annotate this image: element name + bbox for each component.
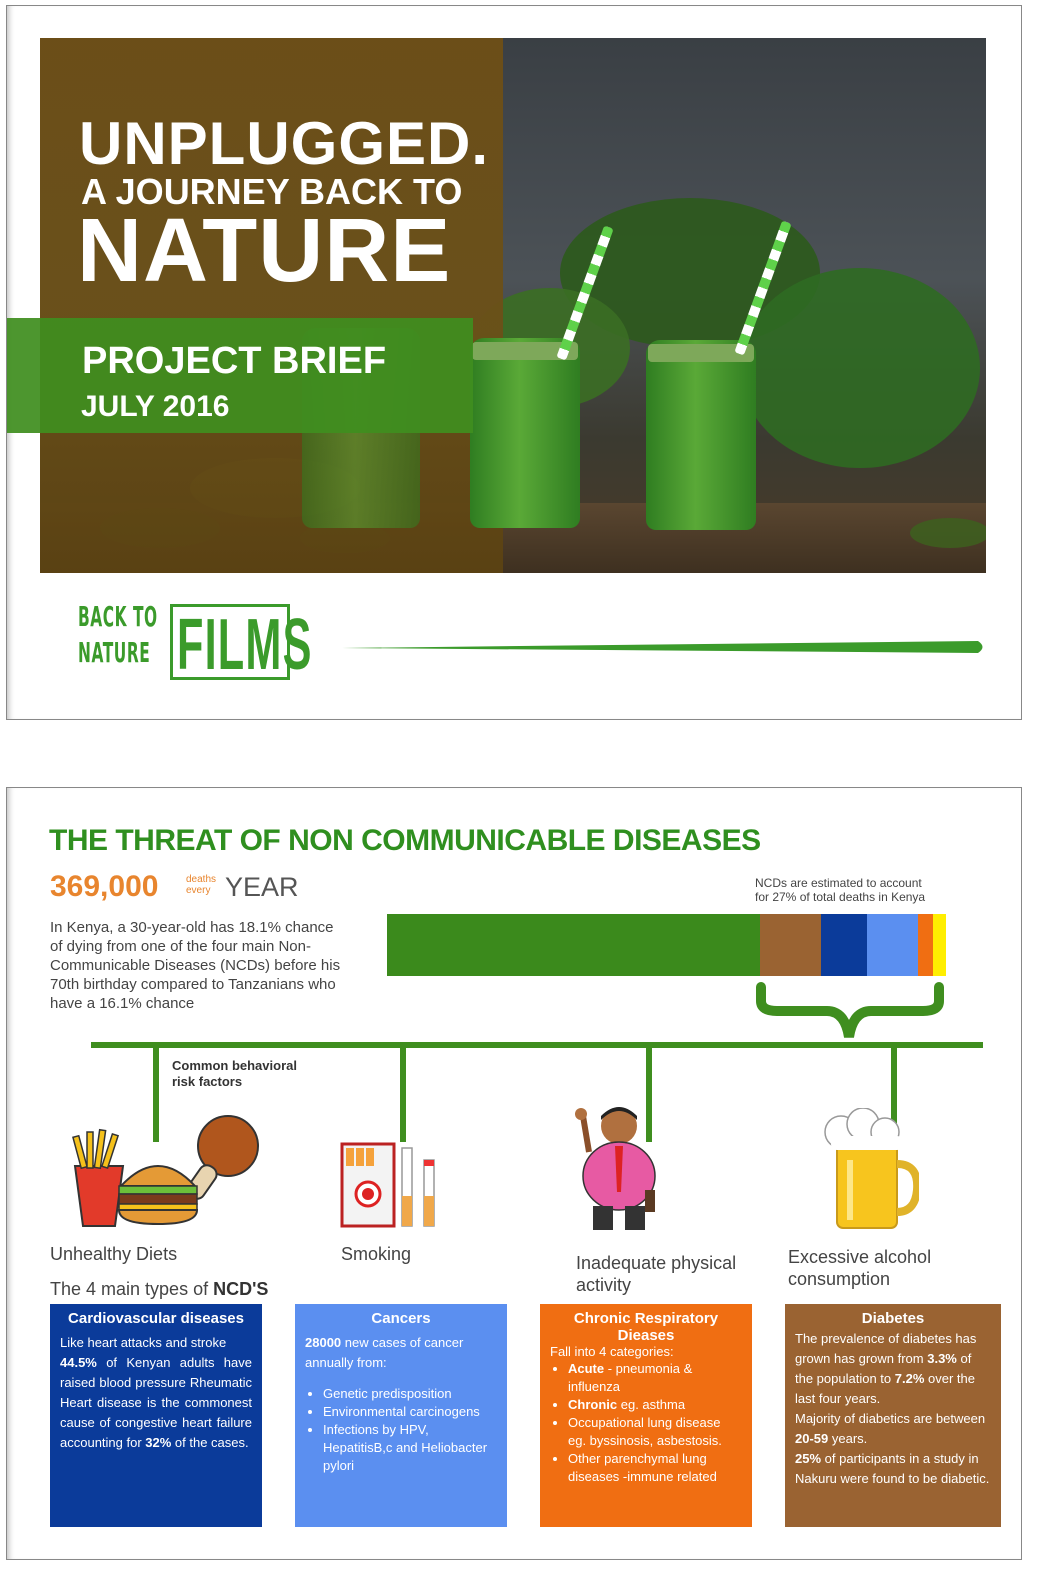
smoothie-jar	[646, 340, 756, 530]
types-bold: NCD'S	[213, 1279, 269, 1299]
card-pct: 32%	[145, 1435, 172, 1450]
cover-subtitle: PROJECT BRIEF	[82, 340, 387, 382]
list-item: • Environmental carcinogens	[323, 1403, 497, 1421]
timeline-line	[91, 1042, 983, 1048]
intro-paragraph: In Kenya, a 30-year-old has 18.1% chance of dying from one of the four main Non-Communicable Diseases (NCDs) before his 70th birthday compared to Tanzanians who have a 16.1% chance	[50, 919, 341, 1012]
bar-segment	[918, 914, 933, 976]
bar-segment	[821, 914, 867, 976]
card-text: of participants in a study in Nakuru were found to be diabetic.	[795, 1451, 990, 1486]
cigarettes-icon	[340, 1138, 440, 1228]
types-prefix: The 4 main types of	[50, 1279, 214, 1299]
card-count: 28000	[305, 1335, 342, 1350]
card-text: Like heart attacks and stroke	[60, 1335, 227, 1350]
cover-title-line1: UNPLUGGED.	[79, 110, 490, 177]
every-word: every	[186, 885, 211, 896]
card-text: new cases of cancer annually from:	[305, 1335, 464, 1370]
card-respiratory	[540, 1304, 752, 1527]
card-text: Majority of diabetics are between	[795, 1411, 986, 1426]
card-pct: 7.2%	[894, 1371, 925, 1386]
bar-segment	[933, 914, 946, 976]
broccoli-illustration	[740, 268, 980, 468]
cover-title-line3: NATURE	[77, 201, 452, 301]
ncd-note-line1: NCDs are estimated to account	[755, 876, 922, 890]
card-pct: 44.5%	[60, 1355, 97, 1370]
logo-line2: NATURE	[78, 636, 151, 669]
year-word: YEAR	[225, 872, 299, 902]
bar-segment	[760, 914, 821, 976]
list-item: • Other parenchymal lung diseases -immune related	[568, 1450, 742, 1486]
deaths-word: deaths	[186, 874, 217, 885]
card-title: Cancers	[371, 1310, 431, 1327]
card-cardiovascular	[50, 1304, 262, 1527]
back-to-nature-films-logo	[78, 600, 313, 685]
card-body	[305, 1333, 497, 1373]
deaths-share-bar	[387, 914, 946, 976]
card-pct: 3.3%	[927, 1351, 957, 1366]
card-title: Diabetes	[861, 1310, 925, 1327]
risk-heading-line1: Common behavioral	[172, 1058, 297, 1073]
card-text: The prevalence of diabetes has grown has grown from	[795, 1331, 977, 1366]
logo-films-text: FILMS	[177, 605, 313, 685]
card-range: 20-59	[795, 1431, 829, 1446]
card-pct: 25%	[795, 1451, 822, 1466]
card-text: of the cases.	[171, 1435, 249, 1450]
deaths-every-label	[186, 874, 216, 896]
list-item: • Genetic predisposition	[323, 1385, 497, 1403]
ncd-note	[755, 876, 925, 904]
card-title: Chronic Respiratory Dieases	[573, 1310, 719, 1344]
item-bold: Chronic	[568, 1397, 618, 1412]
card-text: over the last four years.	[795, 1371, 975, 1406]
risk-label-alcohol: Excessive alcohol consumption	[788, 1247, 932, 1289]
risk-label-diets: Unhealthy Diets	[50, 1244, 178, 1264]
list-item: • Occupational lung disease eg. byssinosis, asbestosis.	[568, 1414, 742, 1450]
ncd-note-line2: for 27% of total deaths in Kenya	[755, 890, 926, 904]
overweight-man-icon	[567, 1106, 667, 1236]
types-heading	[50, 1279, 268, 1300]
item-text: - pneumonia & influenza	[568, 1361, 693, 1394]
card-text: years.	[828, 1431, 868, 1446]
card-text: of Kenyan adults have raised blood pressure Rheumatic Heart disease is the commonest cause of congestive heart failure accounting for	[60, 1355, 252, 1450]
item-text: eg. asthma	[617, 1397, 686, 1412]
deaths-count: 369,000	[50, 870, 159, 903]
card-cancers	[295, 1304, 507, 1527]
card-body	[795, 1329, 991, 1489]
risk-label-activity: Inadequate physical activity	[576, 1253, 737, 1295]
card-body	[60, 1333, 252, 1453]
curly-brace-icon	[747, 981, 952, 1041]
ncd-page	[6, 787, 1022, 1560]
green-swoosh-line	[342, 638, 987, 656]
risk-heading-line2: risk factors	[172, 1074, 243, 1089]
card-intro: Fall into 4 categories:	[550, 1344, 674, 1359]
cover-date: JULY 2016	[81, 390, 230, 423]
bar-segment	[387, 914, 760, 976]
card-text: of the population to	[795, 1351, 972, 1386]
bar-segment	[867, 914, 918, 976]
card-title: Cardiovascular diseases	[68, 1310, 244, 1327]
timeline-tick	[400, 1044, 406, 1142]
spinach-leaf-illustration	[910, 518, 986, 548]
card-list	[305, 1385, 497, 1475]
logo-line1: BACK TO	[78, 600, 158, 633]
beer-mug-icon	[819, 1108, 919, 1233]
cover-page	[6, 5, 1022, 720]
list-item: • Infections by HPV, HepatitisB,c and Heliobacter pylori	[323, 1421, 497, 1475]
risk-label-smoking: Smoking	[341, 1244, 412, 1264]
list-item	[568, 1396, 742, 1414]
cover-title-line2: A JOURNEY BACK TO	[81, 171, 463, 212]
page-title: THE THREAT OF NON COMMUNICABLE DISEASES	[49, 824, 761, 857]
card-diabetes	[785, 1304, 1001, 1527]
smoothie-jar	[470, 338, 580, 528]
item-bold: Acute	[568, 1361, 605, 1376]
list-item	[568, 1360, 742, 1396]
risk-heading	[172, 1058, 297, 1090]
logo-films-box	[170, 604, 313, 685]
fast-food-icon	[53, 1106, 263, 1231]
card-list	[550, 1360, 742, 1486]
